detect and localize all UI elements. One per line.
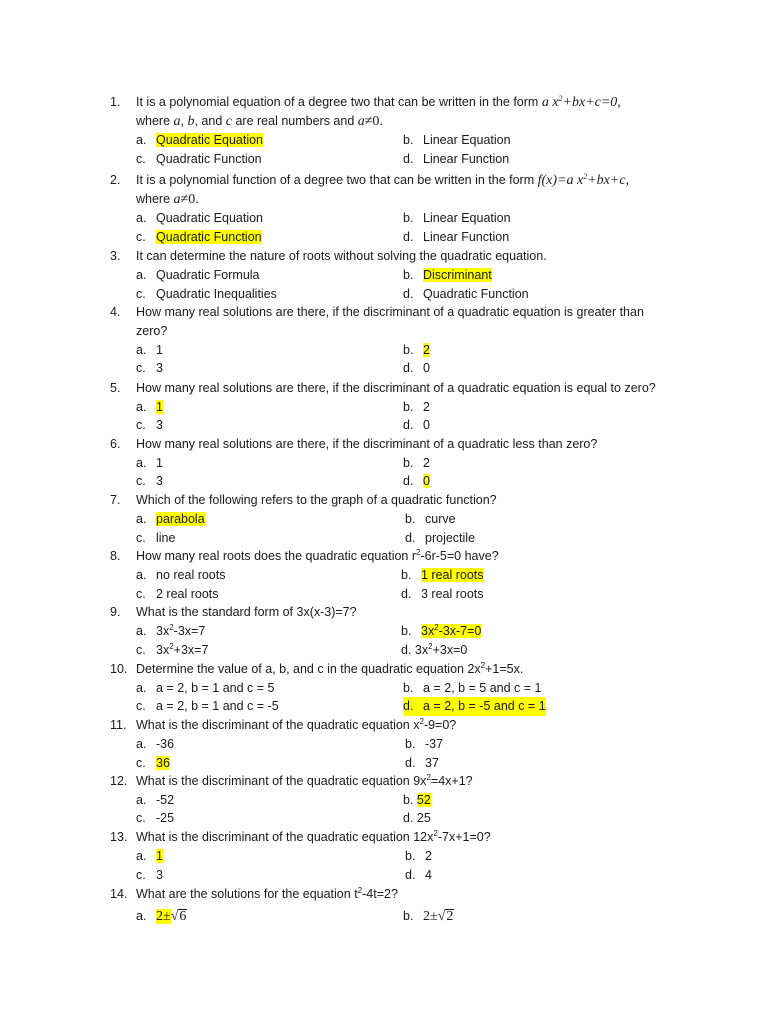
option-d[interactable]: d. 0 <box>403 418 430 432</box>
answer-highlight: Quadratic Equation <box>156 133 264 147</box>
option-c[interactable]: c. $3x^2+3x=7$ <box>136 642 209 657</box>
options-row <box>0 529 768 548</box>
question-text-line2: where a, b, and c are real numbers and a≠0. <box>136 114 383 129</box>
question-text: How many real solutions are there, if the discriminant of a quadratic equation is equal to zero? <box>136 381 656 395</box>
option-a[interactable]: a. 1 <box>136 343 163 357</box>
option-b[interactable]: b. 1 real roots <box>401 568 484 582</box>
option-a[interactable]: a. -36 <box>136 737 175 751</box>
question-text: Determine the value of a, b, and c in the quadratic equation $2x^2+1=5x$. <box>136 661 524 676</box>
question-text: What is the discriminant of the quadratic equation $x^2-9=0$? <box>136 717 457 732</box>
question-6 <box>0 435 768 454</box>
options-row <box>0 735 768 754</box>
options-row <box>0 866 768 885</box>
question-text: What is the discriminant of the quadratic equation $9x^2=4x+1$? <box>136 773 473 788</box>
question-number: 9. <box>110 605 121 619</box>
options-row <box>0 697 768 716</box>
question-number: 5. <box>110 381 121 395</box>
question-text: What is the discriminant of the quadratic equation $12x^2-7x+1=0$? <box>136 829 491 844</box>
question-text-line2: where a≠0. <box>136 192 199 207</box>
question-number: 8. <box>110 549 121 563</box>
radicand: 2 <box>446 909 454 924</box>
question-number: 4. <box>110 305 121 319</box>
question-text: What are the solutions for the equation $t^2-4t=2$? <box>136 886 398 901</box>
option-a[interactable]: a. Quadratic Formula <box>136 268 260 282</box>
answer-highlight: 0 <box>423 474 430 488</box>
option-a[interactable]: a. 1 <box>136 456 163 470</box>
question-number: 14. <box>110 887 128 901</box>
answer-highlight: $3x^2-3x-7=0$ <box>421 623 482 638</box>
options-row <box>0 679 768 698</box>
options-row <box>0 585 768 604</box>
question-formula: a $x^2+bx+c=0$, <box>541 94 621 110</box>
option-b[interactable]: b. $3x^2-3x-7=0$ <box>401 623 482 638</box>
question-formula: f(x)=a $x^2+bx+c$, <box>537 172 630 188</box>
options-row <box>0 150 768 169</box>
question-2 <box>0 171 768 190</box>
question-13 <box>0 828 768 847</box>
option-c[interactable]: c. -25 <box>136 811 175 825</box>
options-row <box>0 566 768 585</box>
option-c[interactable]: c. Quadratic Inequalities <box>136 287 277 301</box>
options-row <box>0 416 768 435</box>
option-c[interactable]: c. Quadratic Function <box>136 230 262 244</box>
question-3 <box>0 247 768 266</box>
option-c[interactable]: c. 3 <box>136 474 163 488</box>
question-number: 7. <box>110 493 121 507</box>
option-d[interactable]: d. Linear Function <box>403 152 510 166</box>
option-b[interactable]: b. Linear Equation <box>403 133 511 147</box>
option-c[interactable]: c. 2 real roots <box>136 587 219 601</box>
option-c[interactable]: c. line <box>136 531 176 545</box>
option-d[interactable]: d. 0 <box>403 361 430 375</box>
question-5 <box>0 379 768 398</box>
option-d[interactable]: d. 0 <box>403 474 430 488</box>
option-c[interactable]: c. Quadratic Function <box>136 152 262 166</box>
option-a[interactable]: a. 2±√6 <box>136 909 187 924</box>
options-row <box>0 228 768 247</box>
question-text: How many real solutions are there, if the discriminant of a quadratic equation is greater than <box>136 305 644 319</box>
option-b[interactable]: b. Linear Equation <box>403 211 511 225</box>
options-row <box>0 809 768 828</box>
question-number: 1. <box>110 95 121 109</box>
option-d[interactable]: d. Quadratic Function <box>403 287 529 301</box>
options-row <box>0 754 768 773</box>
question-10 <box>0 660 768 679</box>
options-row <box>0 791 768 810</box>
option-c[interactable]: c. 3 <box>136 418 163 432</box>
question-number: 3. <box>110 249 121 263</box>
option-b[interactable]: b. 2 <box>405 849 432 863</box>
options-row <box>0 454 768 473</box>
answer-highlight: 1 <box>156 400 163 414</box>
answer-highlight: 1 real roots <box>421 568 484 582</box>
option-b[interactable]: b. 2 <box>403 343 430 357</box>
option-d[interactable]: d. 4 <box>405 868 432 882</box>
options-row <box>0 472 768 491</box>
options-row <box>0 209 768 228</box>
question-7 <box>0 491 768 510</box>
option-c[interactable]: c. 3 <box>136 361 163 375</box>
option-a[interactable]: a. 1 <box>136 400 163 414</box>
option-b[interactable]: b. 52 <box>403 793 431 807</box>
option-d[interactable]: d. $3x^2+3x=0$ <box>401 642 468 657</box>
options-row <box>0 359 768 378</box>
option-a[interactable]: a. $3x^2-3x=7$ <box>136 623 206 638</box>
question-text: What is the standard form of 3x(x-3)=7? <box>136 605 357 619</box>
question-text: How many real roots does the quadratic equation $r^2-6r-5=0$ have? <box>136 548 499 563</box>
question-4 <box>0 303 768 322</box>
question-4-continued <box>0 322 768 341</box>
options-row <box>0 847 768 866</box>
option-a[interactable]: a. parabola <box>136 512 205 526</box>
question-text: It can determine the nature of roots without solving the quadratic equation. <box>136 249 547 263</box>
options-row <box>0 341 768 360</box>
answer-highlight: 1 <box>156 849 163 863</box>
answer-highlight: 52 <box>416 793 431 807</box>
options-row <box>0 285 768 304</box>
option-d[interactable]: d. 3 real roots <box>401 587 484 601</box>
radicand: 6 <box>179 909 187 924</box>
question-number: 6. <box>110 437 121 451</box>
option-b[interactable]: b. -37 <box>405 737 444 751</box>
question-number: 10. <box>110 662 128 676</box>
option-a[interactable]: a. a = 2, b = 1 and c = 5 <box>136 681 275 695</box>
answer-highlight: a = 2, b = -5 and c = 1 <box>423 699 546 713</box>
options-row <box>0 266 768 285</box>
option-a[interactable]: a. 1 <box>136 849 163 863</box>
option-b[interactable]: b. 2 <box>403 400 430 414</box>
answer-highlight: Quadratic Function <box>156 230 262 244</box>
question-number: 2. <box>110 173 121 187</box>
option-c[interactable]: c. 3 <box>136 868 163 882</box>
question-text: How many real solutions are there, if the discriminant of a quadratic less than zero? <box>136 437 598 451</box>
question-number: 12. <box>110 774 128 788</box>
question-14 <box>0 885 768 904</box>
options-row <box>0 131 768 150</box>
answer-highlight: 2 <box>423 343 430 357</box>
question-text: Which of the following refers to the graph of a quadratic function? <box>136 493 497 507</box>
question-text: It is a polynomial equation of a degree two that can be written in the form a $x^2+bx+c=0$, <box>136 94 621 110</box>
options-row <box>0 398 768 417</box>
option-d[interactable]: d. 37 <box>405 756 439 770</box>
option-b[interactable]: b. 2±√2 <box>403 909 454 924</box>
answer-highlight: parabola <box>156 512 205 526</box>
answer-highlight: 36 <box>156 756 170 770</box>
option-b[interactable]: b. Discriminant <box>403 268 492 282</box>
question-2-continued <box>0 190 768 209</box>
answer-highlight: Discriminant <box>423 268 492 282</box>
question-9 <box>0 603 768 622</box>
question-number: 13. <box>110 830 128 844</box>
option-b[interactable]: b. 2 <box>403 456 430 470</box>
options-row <box>0 510 768 529</box>
option-a[interactable]: a. no real roots <box>136 568 226 582</box>
question-1 <box>0 93 768 112</box>
question-1-continued <box>0 112 768 131</box>
option-d[interactable]: d. 25 <box>403 811 431 825</box>
option-a[interactable]: a. -52 <box>136 793 175 807</box>
option-a[interactable]: a. Quadratic Equation <box>136 211 264 225</box>
option-d[interactable]: d. a = 2, b = -5 and c = 1 <box>403 697 546 716</box>
option-a[interactable]: a. Quadratic Equation <box>136 133 264 147</box>
options-row <box>0 622 768 641</box>
options-row <box>0 905 768 927</box>
question-number: 11. <box>110 718 127 732</box>
options-row <box>0 641 768 660</box>
question-text: It is a polynomial function of a degree two that can be written in the form f(x)=a $x^2+bx+c$, <box>136 172 630 188</box>
option-b[interactable]: b. a = 2, b = 5 and c = 1 <box>403 681 542 695</box>
question-8 <box>0 547 768 566</box>
question-text-line2: zero? <box>136 324 168 338</box>
option-d[interactable]: d. projectile <box>405 531 476 545</box>
option-c[interactable]: c. 36 <box>136 756 170 770</box>
question-12 <box>0 772 768 791</box>
option-b[interactable]: b. curve <box>405 512 456 526</box>
option-c[interactable]: c. a = 2, b = 1 and c = -5 <box>136 699 279 713</box>
option-d[interactable]: d. Linear Function <box>403 230 510 244</box>
question-11 <box>0 716 768 735</box>
